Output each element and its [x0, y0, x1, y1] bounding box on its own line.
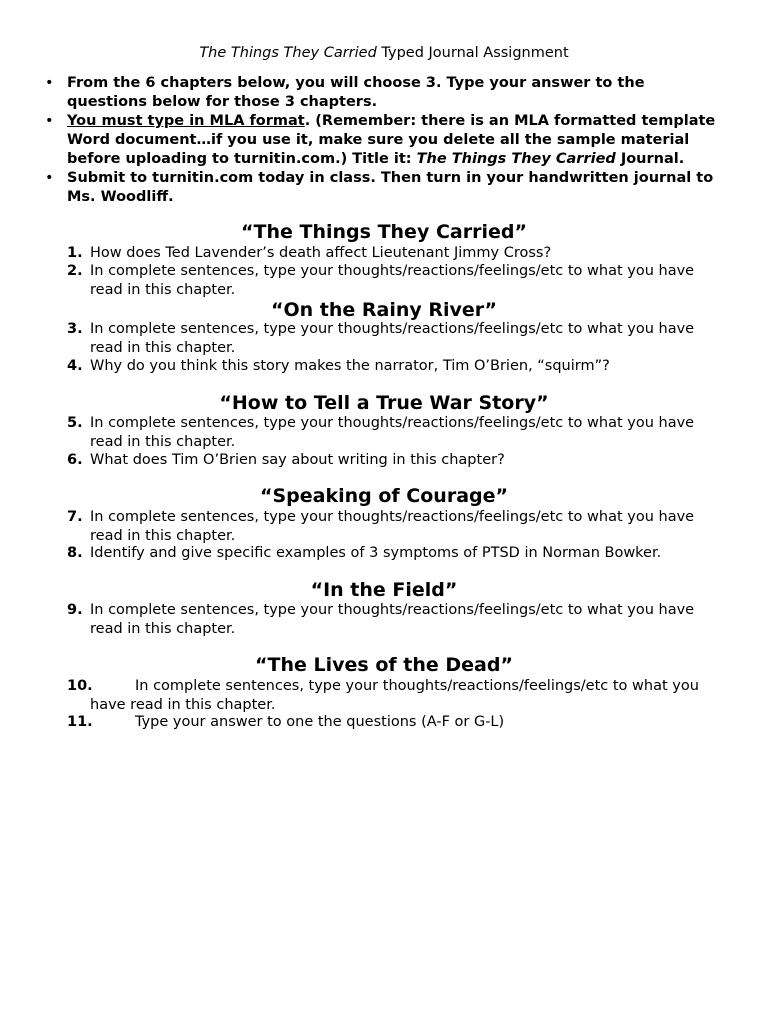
question-text: In complete sentences, type your thoughts/reactions/feelings/etc to what you have read in this chapter.: [90, 321, 695, 356]
title-rest: Typed Journal Assignment: [376, 45, 569, 61]
instruction-underlined: You must type in MLA format: [67, 113, 305, 129]
chapter-heading: “The Lives of the Dead”: [255, 654, 513, 676]
question-number: 9.: [67, 602, 83, 618]
chapter-heading: “On the Rainy River”: [270, 299, 497, 321]
question-number: 10.: [67, 678, 93, 694]
question-number: 4.: [67, 358, 83, 374]
question-number: 6.: [67, 452, 83, 468]
question-number: 5.: [67, 415, 83, 431]
question-number: 7.: [67, 509, 83, 525]
question-number: 1.: [67, 245, 83, 261]
chapter-heading: “The Things They Carried”: [241, 221, 527, 243]
question-text: In complete sentences, type your thoughts/reactions/feelings/etc to what you have read in this chapter.: [90, 602, 695, 637]
instruction-item: [0, 169, 768, 207]
instruction-text: . (Remember: there is an MLA formatted template Word document…if you use it, make sure you delete all the sample material before uploading to turnitin.com.) Title it:: [67, 113, 716, 167]
question-text: In complete sentences, type your thoughts/reactions/feelings/etc to what you have read in this chapter.: [90, 678, 699, 713]
question-item: [0, 262, 768, 299]
chapter-heading: “In the Field”: [310, 579, 458, 601]
question-item: [0, 320, 768, 357]
question-item: [0, 544, 768, 563]
question-item: [0, 451, 768, 470]
question-text: Identify and give specific examples of 3 symptoms of PTSD in Norman Bowker.: [90, 545, 662, 561]
document-title: [0, 44, 768, 62]
question-item: [0, 244, 768, 263]
question-text: In complete sentences, type your thoughts/reactions/feelings/etc to what you have read in this chapter.: [90, 263, 695, 298]
question-item: [0, 508, 768, 545]
instruction-text: Journal.: [615, 151, 685, 167]
instruction-text: From the 6 chapters below, you will choose 3. Type your answer to the questions below for those 3 chapters.: [67, 75, 645, 110]
question-number: 2.: [67, 263, 83, 279]
bullet-icon: •: [45, 170, 54, 186]
instruction-text: Submit to turnitin.com today in class. Then turn in your handwritten journal to Ms. Woodliff.: [67, 170, 714, 205]
question-item: [0, 713, 768, 732]
question-text: How does Ted Lavender’s death affect Lieutenant Jimmy Cross?: [90, 245, 552, 261]
question-item: [0, 357, 768, 376]
question-text: In complete sentences, type your thoughts/reactions/feelings/etc to what you have read in this chapter.: [90, 415, 695, 450]
question-text: In complete sentences, type your thoughts/reactions/feelings/etc to what you have read in this chapter.: [90, 509, 695, 544]
question-number: 3.: [67, 321, 83, 337]
chapter-heading: “Speaking of Courage”: [260, 485, 508, 507]
question-item: [0, 601, 768, 638]
question-number: 11.: [67, 714, 93, 730]
question-item: [0, 677, 768, 714]
instruction-italic: The Things They Carried: [416, 151, 616, 167]
question-text: Why do you think this story makes the narrator, Tim O’Brien, “squirm”?: [90, 358, 610, 374]
instruction-list: [0, 74, 768, 207]
instruction-item: [0, 112, 768, 169]
chapter-heading: “How to Tell a True War Story”: [219, 392, 549, 414]
question-text: Type your answer to one the questions (A-F or G-L): [135, 714, 505, 730]
title-italic: The Things They Carried: [199, 45, 377, 61]
question-number: 8.: [67, 545, 83, 561]
bullet-icon: •: [45, 113, 54, 129]
question-text: What does Tim O’Brien say about writing in this chapter?: [90, 452, 505, 468]
instruction-item: [0, 74, 768, 112]
question-item: [0, 414, 768, 451]
bullet-icon: •: [45, 75, 54, 91]
